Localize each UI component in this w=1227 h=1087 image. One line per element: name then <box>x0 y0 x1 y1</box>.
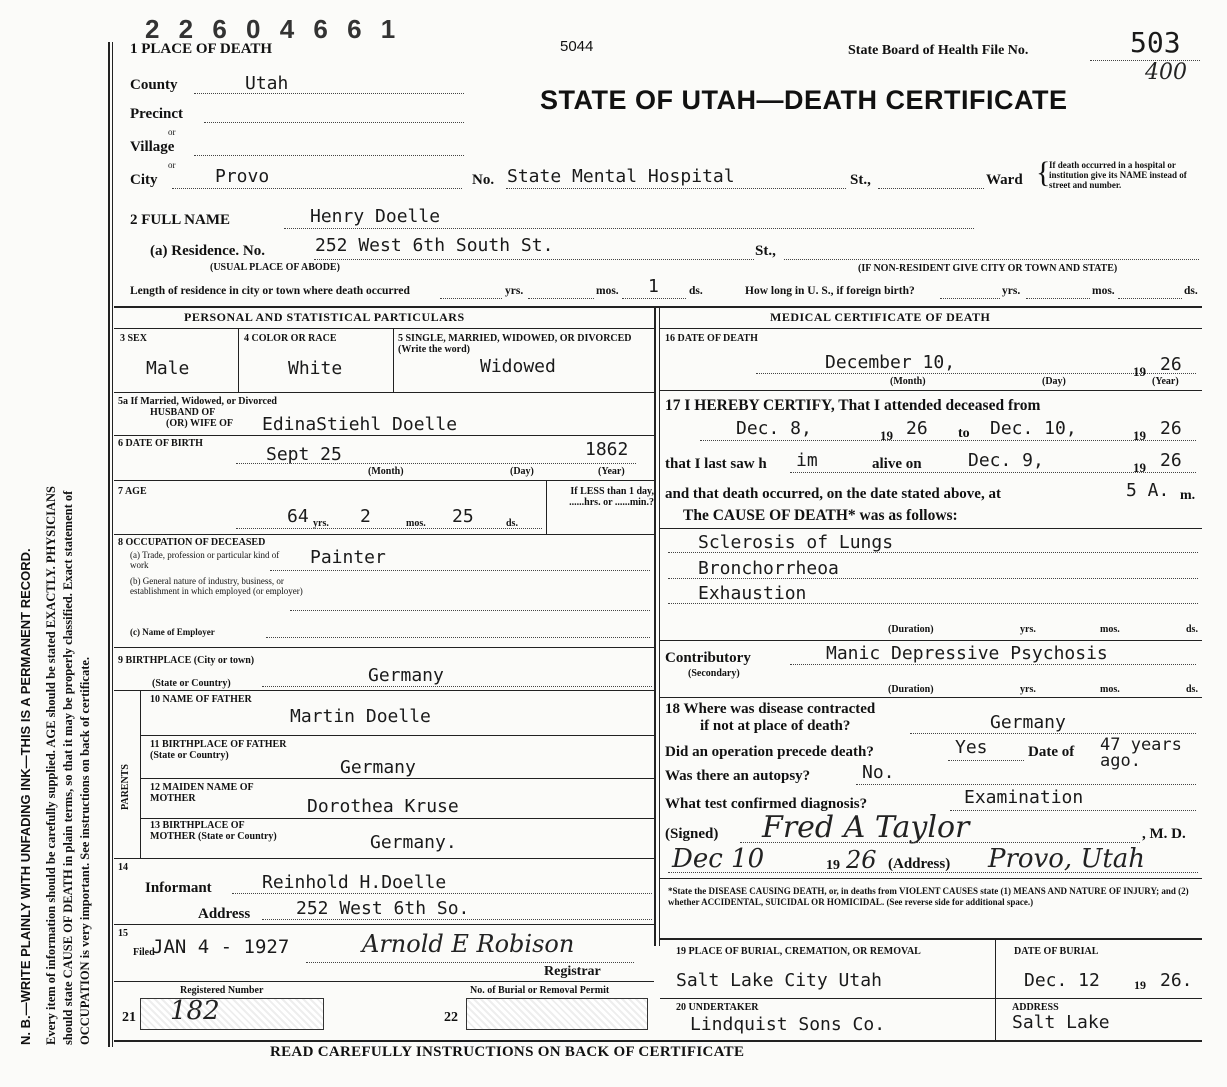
parents-label: PARENTS <box>120 764 131 810</box>
operation-value: Yes <box>955 737 988 758</box>
marital-value: Widowed <box>480 356 556 377</box>
contributory-value: Manic Depressive Psychosis <box>826 643 1108 664</box>
or-1: or <box>168 127 176 137</box>
alive-year-prefix: 19 <box>1133 460 1146 475</box>
duration-yrs-2: yrs. <box>1020 684 1036 695</box>
date-of-death-year-prefix: 19 <box>1133 364 1146 379</box>
color-value: White <box>288 358 343 379</box>
cause-1: Sclerosis of Lungs <box>698 532 894 553</box>
spouse-label-3: (OR) WIFE OF <box>166 418 234 429</box>
full-name-value: Henry Doelle <box>310 206 441 227</box>
physician-signature: Fred A Taylor <box>762 810 970 845</box>
to-label: to <box>958 426 970 441</box>
spouse-value: EdinaStiehl Doelle <box>262 414 458 435</box>
death-occurred-label: and that death occurred, on the date stated above, at <box>665 486 1001 502</box>
contributory-label: Contributory <box>665 650 751 666</box>
undertaker-value: Lindquist Sons Co. <box>690 1014 886 1035</box>
us-yrs-label: yrs. <box>1002 285 1021 297</box>
certify-label: 17 I HEREBY CERTIFY, That I attended deceased from <box>665 397 1041 414</box>
burial-place-label: 19 PLACE OF BURIAL, CREMATION, OR REMOVAL <box>676 946 921 957</box>
filed-date: JAN 4 - 1927 <box>152 936 290 958</box>
signature-year: 26 <box>846 846 877 874</box>
or-2: or <box>168 160 176 170</box>
informant-label: Informant <box>145 880 212 896</box>
undertaker-address-label: ADDRESS <box>1012 1002 1059 1013</box>
burial-permit-label: No. of Burial or Removal Permit <box>470 985 610 996</box>
date-of-death-label: 16 DATE OF DEATH <box>665 333 758 344</box>
md-label: , M. D. <box>1142 826 1186 842</box>
father-birthplace-label: 11 BIRTHPLACE OF FATHER (State or Country) <box>150 739 287 761</box>
form-number: 5044 <box>560 38 594 55</box>
father-value: Martin Doelle <box>290 706 431 727</box>
duration-label-2: (Duration) <box>888 684 934 695</box>
nonresident-label: (IF NON-RESIDENT GIVE CITY OR TOWN AND STATE) <box>858 263 1118 274</box>
length-residence-label: Length of residence in city or town where death occurred <box>130 285 410 297</box>
alive-on-label: alive on <box>872 456 922 472</box>
county-value: Utah <box>245 73 289 94</box>
test-value: Examination <box>964 787 1084 808</box>
mother-value: Dorothea Kruse <box>307 796 459 817</box>
undertaker-address-value: Salt Lake <box>1012 1012 1110 1033</box>
death-time: 5 A. <box>1126 480 1170 501</box>
age-label: 7 AGE <box>118 486 147 497</box>
personal-heading: PERSONAL AND STATISTICAL PARTICULARS <box>184 310 465 324</box>
death-month-label: (Month) <box>890 376 926 387</box>
street-st-label: St., <box>850 172 871 188</box>
from-year: 26 <box>906 418 928 439</box>
where-contracted-label-2: if not at place of death? <box>700 718 851 734</box>
residence-label: (a) Residence. No. <box>150 243 265 259</box>
us-residence-label: How long in U. S., if foreign birth? <box>745 285 915 297</box>
operation-label: Did an operation precede death? <box>665 744 874 760</box>
center-divider-inner <box>659 306 660 946</box>
birthplace-label: 9 BIRTHPLACE (City or town) <box>118 655 255 666</box>
father-birthplace-value: Germany <box>340 757 416 778</box>
usual-abode-label: (USUAL PLACE OF ABODE) <box>210 262 340 273</box>
footer-instructions: READ CAREFULLY INSTRUCTIONS ON BACK OF CERTIFICATE <box>270 1044 745 1060</box>
file-number-label: State Board of Health File No. <box>848 43 1029 58</box>
age-ds-label: ds. <box>506 518 518 529</box>
date-of-death-year: 26 <box>1160 354 1182 375</box>
sex-value: Male <box>146 358 190 379</box>
burial-permit-box <box>466 998 648 1030</box>
dob-day-label: (Day) <box>510 466 534 477</box>
burial-date-value: Dec. 12 <box>1024 970 1100 991</box>
attended-to: Dec. 10, <box>990 418 1077 439</box>
registered-number-value: 182 <box>170 996 220 1026</box>
where-contracted-label-1: 18 Where was disease contracted <box>665 701 876 717</box>
hospital-note: If death occurred in a hospital or institution give its NAME instead of street and number. <box>1049 160 1187 190</box>
alive-on-value: Dec. 9, <box>968 450 1044 471</box>
residence-st-label: St., <box>755 243 776 259</box>
county-label: County <box>130 77 178 93</box>
test-label: What test confirmed diagnosis? <box>665 796 868 812</box>
operation-date-value: 47 years ago. <box>1100 735 1182 771</box>
date-of-death-value: December 10, <box>825 352 956 373</box>
burial-place-value: Salt Lake City Utah <box>676 970 882 991</box>
length-ds-label: ds. <box>689 285 703 297</box>
stamp-number: 2 2 6 0 4 6 6 1 <box>145 14 402 44</box>
medical-heading: MEDICAL CERTIFICATE OF DEATH <box>770 310 991 324</box>
occupation-sub-b: (b) General nature of industry, business, or establishment in which employed (or employer) <box>130 576 303 596</box>
to-year-prefix: 19 <box>1133 428 1146 443</box>
where-contracted-value: Germany <box>990 712 1066 733</box>
cause-label: The CAUSE OF DEATH* was as follows: <box>683 507 958 524</box>
duration-yrs-1: yrs. <box>1020 624 1036 635</box>
undertaker-label: 20 UNDERTAKER <box>676 1002 759 1013</box>
signed-label: (Signed) <box>665 826 719 842</box>
occupation-label: 8 OCCUPATION OF DECEASED <box>118 537 266 548</box>
filed-number: 15 <box>118 928 128 939</box>
side-instruction-line-2: Every item of information should be carefully supplied. AGE should be stated EXACTLY. PHYSICIANS <box>44 486 58 1045</box>
length-days-value: 1 <box>648 276 659 297</box>
death-time-suffix: m. <box>1180 488 1196 503</box>
file-number-2: 400 <box>1145 60 1187 85</box>
mother-birthplace-label: 13 BIRTHPLACE OF MOTHER (State or Country) <box>150 820 277 842</box>
side-instruction-line-4: OCCUPATION is very important. See instructions on back of certificate. <box>78 656 92 1045</box>
file-number: 503 <box>1130 26 1181 59</box>
place-of-death-label: 1 PLACE OF DEATH <box>130 41 273 57</box>
city-label: City <box>130 172 158 188</box>
dob-year-label: (Year) <box>598 466 625 477</box>
duration-mos-1: mos. <box>1100 624 1120 635</box>
us-ds-label: ds. <box>1184 285 1198 297</box>
age-months: 2 <box>360 506 371 527</box>
age-yrs-label: yrs. <box>313 518 329 529</box>
informant-number: 14 <box>118 862 128 873</box>
registered-number-label: Registered Number <box>180 985 264 996</box>
field-21-label: 21 <box>122 1010 136 1025</box>
bottom-rule <box>114 1040 1202 1042</box>
street-value: State Mental Hospital <box>507 166 735 187</box>
age-years: 64 <box>287 506 309 527</box>
marital-label: 5 SINGLE, MARRIED, WIDOWED, OR DIVORCED (Write the word) <box>398 333 632 355</box>
mother-birthplace-value: Germany. <box>370 832 457 853</box>
signature-address: Provo, Utah <box>988 844 1146 874</box>
left-border-inner <box>112 42 113 1047</box>
spouse-label-2: HUSBAND OF <box>150 407 216 418</box>
cause-footnote: *State the DISEASE CAUSING DEATH, or, in deaths from VIOLENT CAUSES state (1) MEANS AND NATURE OF INJURY; and (2) whether ACCIDENTAL, SUICIDAL OR HOMICIDAL. (See reverse side for additional space.) <box>668 886 1189 907</box>
side-instruction-line-3: should state CAUSE OF DEATH in plain terms, so that it may be properly classified. Exact statement of <box>61 490 75 1045</box>
ward-label: Ward <box>986 172 1023 188</box>
to-year: 26 <box>1160 418 1182 439</box>
brace-icon: { <box>1036 156 1051 189</box>
registered-number-box <box>140 998 324 1030</box>
duration-mos-2: mos. <box>1100 684 1120 695</box>
burial-date-label: DATE OF BURIAL <box>1014 946 1099 957</box>
side-warning-text: N. B.—WRITE PLAINLY WITH UNFADING INK—THIS IS A PERMANENT RECORD. <box>18 548 33 1045</box>
color-label: 4 COLOR OR RACE <box>244 333 337 344</box>
from-year-prefix: 19 <box>880 428 893 443</box>
cause-2: Bronchorrheoa <box>698 558 839 579</box>
signature-date: Dec 10 <box>672 844 765 874</box>
length-yrs-label: yrs. <box>505 285 524 297</box>
signature-address-label: (Address) <box>888 856 951 872</box>
precinct-label: Precinct <box>130 106 184 122</box>
cause-3: Exhaustion <box>698 583 807 604</box>
dob-year: 1862 <box>585 439 629 460</box>
occupation-sub-a: (a) Trade, profession or particular kind of work <box>130 550 280 570</box>
field-22-label: 22 <box>444 1010 458 1025</box>
alive-year: 26 <box>1160 450 1182 471</box>
duration-label-1: (Duration) <box>888 624 934 635</box>
burial-year-prefix: 19 <box>1134 978 1146 992</box>
spouse-label-1: 5a If Married, Widowed, or Divorced <box>118 396 277 407</box>
last-saw-him: im <box>796 450 818 471</box>
death-year-label: (Year) <box>1152 376 1179 387</box>
informant-address-value: 252 West 6th So. <box>296 898 470 919</box>
less-than-day-label: If LESS than 1 day, ......hrs. or ......min.? <box>569 486 654 508</box>
age-mos-label: mos. <box>406 518 426 529</box>
filed-label: Filed <box>133 947 155 958</box>
village-label: Village <box>130 139 175 155</box>
autopsy-value: No. <box>862 762 895 783</box>
burial-year: 26. <box>1160 970 1193 991</box>
duration-ds-2: ds. <box>1186 684 1198 695</box>
dob-label: 6 DATE OF BIRTH <box>118 438 203 449</box>
grid-top-rule <box>114 306 1202 308</box>
dob-month-day: Sept 25 <box>266 444 342 465</box>
certificate-title: STATE OF UTAH—DEATH CERTIFICATE <box>540 85 1068 115</box>
autopsy-label: Was there an autopsy? <box>665 768 811 784</box>
street-no-label: No. <box>472 172 495 188</box>
last-saw-label: that I last saw h <box>665 456 767 472</box>
city-value: Provo <box>215 166 270 187</box>
employer-label: (c) Name of Employer <box>130 627 215 637</box>
signature-year-prefix: 19 <box>826 858 840 873</box>
secondary-label: (Secondary) <box>688 668 740 679</box>
center-divider <box>654 306 656 946</box>
length-mos-label: mos. <box>596 285 619 297</box>
mother-label: 12 MAIDEN NAME OF MOTHER <box>150 782 254 804</box>
age-days: 25 <box>452 506 474 527</box>
duration-ds-1: ds. <box>1186 624 1198 635</box>
birthplace-value: Germany <box>368 665 444 686</box>
full-name-label: 2 FULL NAME <box>130 212 231 228</box>
informant-value: Reinhold H.Doelle <box>262 872 447 893</box>
informant-address-label: Address <box>198 906 251 922</box>
us-mos-label: mos. <box>1092 285 1115 297</box>
attended-from: Dec. 8, <box>736 418 812 439</box>
left-border <box>108 42 110 1047</box>
occupation-value: Painter <box>310 547 386 568</box>
birthplace-sub-label: (State or Country) <box>152 678 231 689</box>
death-day-label: (Day) <box>1042 376 1066 387</box>
sex-label: 3 SEX <box>120 333 147 344</box>
operation-date-label: Date of <box>1028 744 1075 760</box>
dob-month-label: (Month) <box>368 466 404 477</box>
registrar-label: Registrar <box>544 964 601 979</box>
father-label: 10 NAME OF FATHER <box>150 694 252 705</box>
registrar-signature: Arnold E Robison <box>362 930 575 958</box>
residence-value: 252 West 6th South St. <box>315 235 554 256</box>
